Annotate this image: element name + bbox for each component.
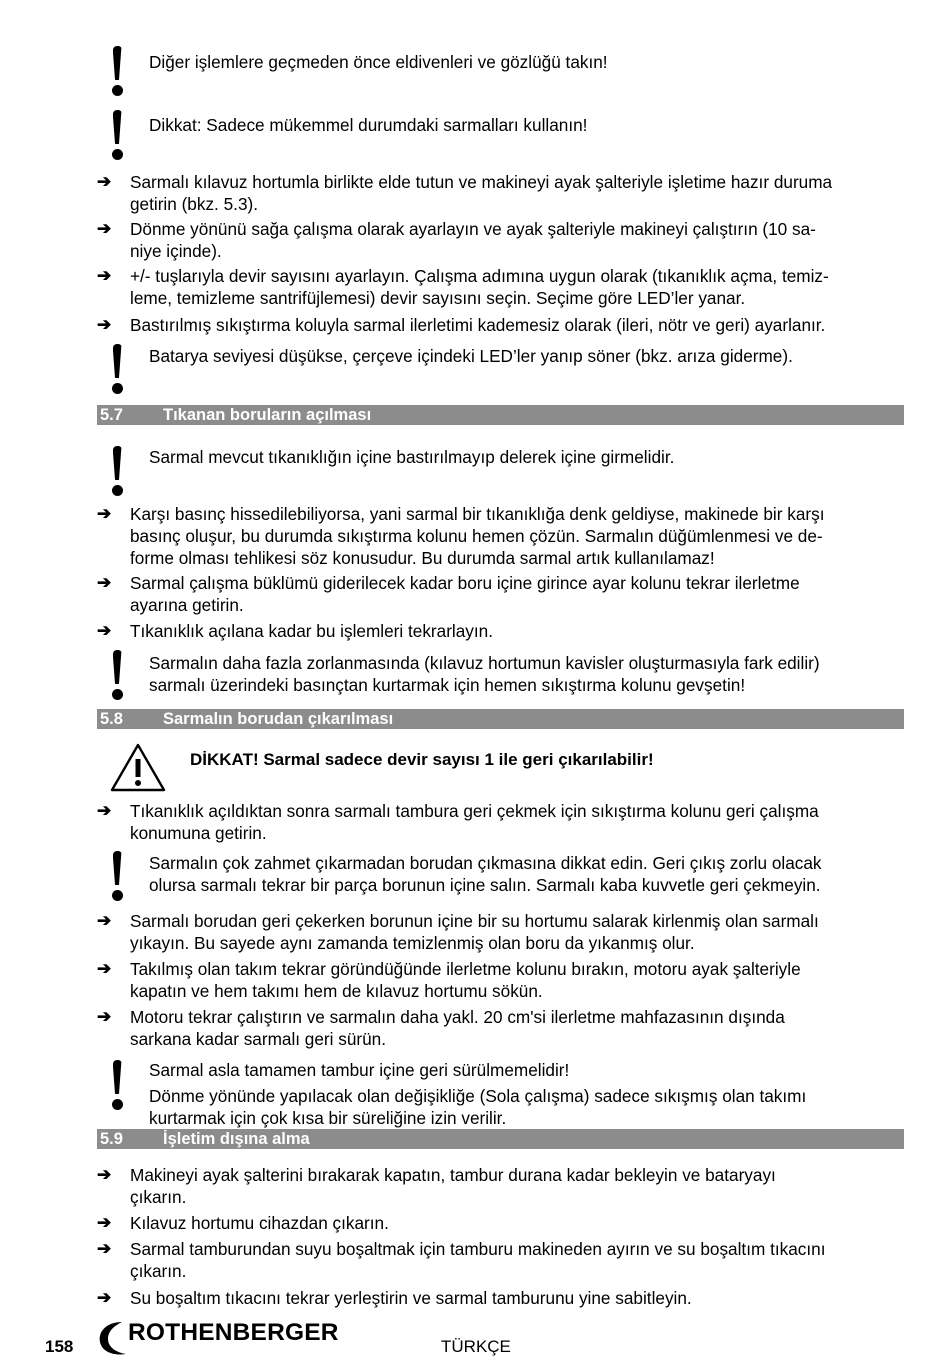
section-header-5-7 — [97, 405, 904, 425]
step-text: Sarmalı kılavuz hortumla birlikte elde tutun ve makineyi ayak şalteriyle işletime hazır duruma getirin (bkz. 5.3). — [130, 172, 833, 214]
step-text: Sarmal tamburundan suyu boşaltmak için tamburu makineden ayırın ve su boşaltım tıkacını çıkarın. — [130, 1239, 826, 1281]
step-text: Motoru tekrar çalıştırın ve sarmalın daha yakl. 20 cm'si ilerletme mahfazasının dışında sarkana kadar sarmalı geri sürün. — [130, 1007, 785, 1049]
warning-text: Diğer işlemlere geçmeden önce eldivenleri ve gözlüğü takın! — [149, 52, 608, 72]
arrow-icon: ➔ — [97, 621, 112, 640]
step-text: Karşı basınç hissedilebiliyorsa, yani sarmal bir tıkanıklığa denk geldiyse, makinede bir karşı basınç oluşur, bu durumda sıkıştırma kolunu hemen çözün. Sarmalın düğümlenmesi ve de- forme olması tehlikesi söz konusudur. Bu durumda sarmal artık kullanılamaz! — [130, 504, 825, 568]
step-text: Dönme yönünü sağa çalışma olarak ayarlayın ve ayak şalteriyle makineyi çalıştırın (10 sa- niye içinde). — [130, 219, 816, 261]
step-text: Kılavuz hortumu cihazdan çıkarın. — [130, 1213, 389, 1233]
arrow-icon: ➔ — [97, 1213, 112, 1232]
warning-text: Batarya seviyesi düşükse, çerçeve içindeki LED’ler yanıp söner (bkz. arıza giderme). — [149, 346, 793, 366]
arrow-icon: ➔ — [97, 1007, 112, 1026]
section-number: 5.8 — [100, 710, 123, 728]
caution-triangle-icon — [110, 742, 166, 792]
arrow-icon: ➔ — [97, 959, 112, 978]
arrow-icon: ➔ — [97, 219, 112, 238]
brand-name: ROTHENBERGER — [128, 1319, 339, 1346]
logo-swoosh-icon — [96, 1318, 130, 1358]
exclamation-icon — [106, 650, 128, 700]
arrow-icon: ➔ — [97, 911, 112, 930]
exclamation-icon — [106, 446, 128, 496]
exclamation-icon — [106, 851, 128, 901]
arrow-icon: ➔ — [97, 1239, 112, 1258]
step-text: Tıkanıklık açılana kadar bu işlemleri tekrarlayın. — [130, 621, 493, 641]
step-text: +/- tuşlarıyla devir sayısını ayarlayın. Çalışma adımına uygun olarak (tıkanıklık açma, temiz- leme, temizleme santrifüjlemesi) devir sayısını seçin. Seçime göre LED’ler yanar. — [130, 266, 829, 308]
exclamation-icon — [106, 344, 128, 394]
step-text: Sarmal çalışma büklümü giderilecek kadar boru içine girince ayar kolunu tekrar ilerletme ayarına getirin. — [130, 573, 800, 615]
step-text: Sarmalı borudan geri çekerken borunun içine bir su hortumu salarak kirlenmiş olan sarmalı yıkayın. Bu sayede aynı zamanda temizlenmiş olan boru da yıkanmış olur. — [130, 911, 819, 953]
section-number: 5.9 — [100, 1130, 123, 1148]
section-title: İşletim dışına alma — [163, 1130, 310, 1148]
brand-logo — [94, 1318, 354, 1358]
warning-text: Dikkat: Sadece mükemmel durumdaki sarmalları kullanın! — [149, 115, 588, 135]
step-text: Tıkanıklık açıldıktan sonra sarmalı tambura geri çekmek için sıkıştırma kolunu geri çalışma konumuna getirin. — [130, 801, 819, 843]
warning-text: Sarmalın daha fazla zorlanmasında (kılavuz hortumun kavisler oluşturmasıyla fark edilir) sarmalı üzerindeki basınçtan kurtarmak için hemen sıkıştırma kolunu gevşetin! — [149, 653, 820, 695]
section-header-5-9 — [97, 1129, 904, 1149]
warning-text: Sarmalın çok zahmet çıkarmadan borudan çıkmasına dikkat edin. Geri çıkış zorlu olacak olursa sarmalı tekrar bir parça borunun içine salın. Sarmalı kaba kuvvetle geri çekmeyin. — [149, 853, 822, 895]
arrow-icon: ➔ — [97, 1165, 112, 1184]
caution-text: DİKKAT! Sarmal sadece devir sayısı 1 ile geri çıkarılabilir! — [190, 750, 654, 769]
arrow-icon: ➔ — [97, 1288, 112, 1307]
exclamation-icon — [106, 110, 128, 160]
section-number: 5.7 — [100, 406, 123, 424]
section-title: Sarmalın borudan çıkarılması — [163, 710, 394, 728]
warning-text: Sarmal mevcut tıkanıklığın içine bastırılmayıp delerek içine girmelidir. — [149, 447, 675, 467]
page-number: 158 — [45, 1337, 74, 1356]
arrow-icon: ➔ — [97, 315, 112, 334]
step-text: Su boşaltım tıkacını tekrar yerleştirin ve sarmal tamburunu yine sabitleyin. — [130, 1288, 692, 1308]
arrow-icon: ➔ — [97, 573, 112, 592]
step-text: Takılmış olan takım tekrar göründüğünde ilerletme kolunu bırakın, motoru ayak şalteriyle kapatın ve hem takımı hem de kılavuz hortumu sökün. — [130, 959, 801, 1001]
arrow-icon: ➔ — [97, 504, 112, 523]
section-header-5-8 — [97, 709, 904, 729]
exclamation-icon — [106, 1060, 128, 1110]
arrow-icon: ➔ — [97, 266, 112, 285]
section-title: Tıkanan boruların açılması — [163, 406, 372, 424]
step-text: Bastırılmış sıkıştırma koluyla sarmal ilerletimi kademesiz olarak (ileri, nötr ve geri) ayarlanır. — [130, 315, 826, 335]
exclamation-icon — [106, 46, 128, 96]
arrow-icon: ➔ — [97, 801, 112, 820]
warning-text: Sarmal asla tamamen tambur içine geri sürülmemelidir! Dönme yönünde yapılacak olan değişikliğe (Sola çalışma) sadece sıkışmış olan takımı kurtarmak için çok kısa bir süreliğine izin verilir. — [149, 1060, 807, 1128]
language-label: TÜRKÇE — [441, 1337, 511, 1356]
arrow-icon: ➔ — [97, 172, 112, 191]
step-text: Makineyi ayak şalterini bırakarak kapatın, tambur durana kadar bekleyin ve bataryayı çıkarın. — [130, 1165, 776, 1207]
